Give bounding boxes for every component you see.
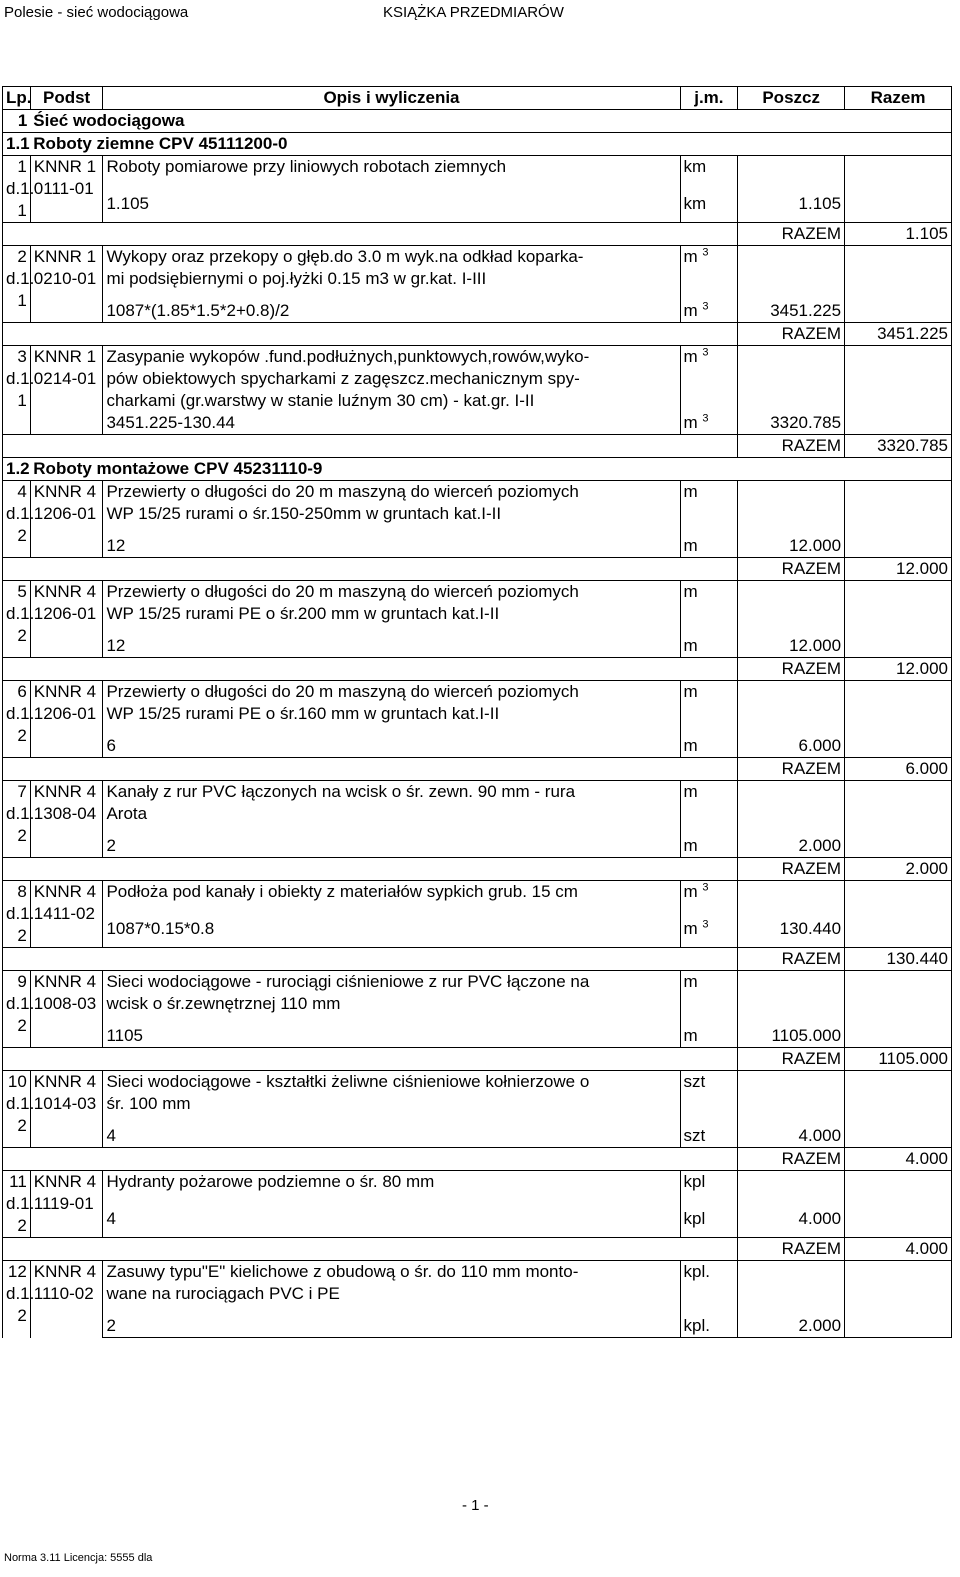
razem-row [3,1238,952,1261]
item-lp-line: d.1. [6,604,35,623]
item-unit: m $^3$ [680,346,738,413]
razem-value: 3320.785 [845,435,952,458]
item-poszcz-empty [738,1171,845,1198]
item-lp [3,781,35,858]
calc-poszcz: 3320.785 [738,412,845,435]
item-lp-line: 6 [17,682,27,701]
item-basis-line: 1110-02 [33,1284,94,1303]
calc-razem-empty [845,1198,952,1238]
license-footer: Norma 3.11 Licencja: 5555 dla [4,1552,153,1564]
item-basis [30,781,103,858]
razem-value: 130.440 [845,948,952,971]
item-basis-line: KNNR 4 [33,682,97,701]
calc-razem-empty [845,1115,952,1148]
item-description-line: Wykopy oraz przekopy o głęb.do 3.0 m wyk.na odkład koparka- [106,247,584,266]
calc-unit: szt [680,1115,738,1148]
calc-unit: m [680,625,738,658]
item-lp-line: d.1. [6,704,35,723]
item-description [103,1071,680,1116]
item-lp-line: 8 [17,882,27,901]
item-description-line: Przewierty o długości do 20 m maszyną do wierceń poziomych [106,582,579,601]
calc-expression: 1105 [103,1015,680,1048]
item-lp-line: d.1. [6,904,35,923]
item-lp-line: 5 [17,582,27,601]
razem-spacer [3,323,738,346]
item-razem-empty [845,156,952,183]
item-razem-empty [845,1171,952,1198]
razem-label: RAZEM [738,223,845,246]
item-description-line: WP 15/25 rurami PE o śr.200 mm w gruntach kat.I-II [106,604,500,623]
item-description-line: WP 15/25 rurami PE o śr.160 mm w gruntach kat.I-II [106,704,500,723]
calc-razem-empty [845,825,952,858]
calc-unit: km [680,183,738,223]
calc-expression: 2 [103,825,680,858]
calc-row [3,525,952,558]
bill-of-quantities-table [2,86,952,1338]
item-basis-line: KNNR 4 [33,782,97,801]
calc-expression: 1087*(1.85*1.5*2+0.8)/2 [103,290,680,323]
item-basis-line: KNNR 4 [33,1262,97,1281]
item-poszcz-empty [738,1071,845,1116]
section-row [3,458,952,481]
calc-razem-empty [845,1015,952,1048]
calc-row [3,908,952,948]
razem-row [3,658,952,681]
item-basis-line: 1206-01 [33,704,97,723]
razem-label: RAZEM [738,1048,845,1071]
razem-value: 2.000 [845,858,952,881]
item-lp [3,246,35,323]
item-description-line: Przewierty o długości do 20 m maszyną do wierceń poziomych [106,482,579,501]
item-description-line: wcisk o śr.zewnętrznej 110 mm [106,994,341,1013]
item-description [103,481,680,526]
item-razem-empty [845,581,952,626]
item-basis-line: 1014-03 [33,1094,97,1113]
razem-spacer [3,858,738,881]
calc-row [3,1198,952,1238]
item-basis-line: KNNR 4 [33,482,97,501]
item-lp-line: 2 [17,1116,27,1135]
item-lp-line: 2 [17,526,27,545]
item-poszcz-empty [738,581,845,626]
item-basis [30,1071,103,1148]
item-lp-line: d.1. [6,269,35,288]
item-basis [30,481,103,558]
item-unit: m [680,681,738,726]
razem-label: RAZEM [738,323,845,346]
item-lp [3,1261,35,1338]
calc-expression: 1.105 [103,183,680,223]
razem-label: RAZEM [738,948,845,971]
calc-row [3,1115,952,1148]
item-lp-line: 11 [9,1172,27,1191]
page-number: - 1 - [462,1497,489,1514]
item-unit: szt [680,1071,738,1116]
calc-poszcz: 12.000 [738,625,845,658]
item-lp-line: 1 [17,157,27,176]
item-poszcz-empty [738,481,845,526]
calc-expression: 2 [103,1305,680,1338]
section-number: 1.1 [3,133,31,156]
razem-spacer [3,1148,738,1171]
item-lp [3,681,35,758]
item-lp-line: 2 [17,247,27,266]
razem-row [3,323,952,346]
item-row [3,346,952,413]
section-number: 1 [3,110,31,133]
item-row [3,581,952,626]
item-row [3,881,952,908]
calc-poszcz: 3451.225 [738,290,845,323]
item-lp-line: 7 [17,782,27,801]
item-description [103,1261,680,1306]
item-unit: kpl [680,1171,738,1198]
item-razem-empty [845,346,952,413]
calc-poszcz: 2.000 [738,825,845,858]
razem-spacer [3,1048,738,1071]
calc-razem-empty [845,725,952,758]
section-title: Roboty montażowe CPV 45231110-9 [30,458,951,481]
calc-row [3,825,952,858]
razem-value: 1105.000 [845,1048,952,1071]
item-poszcz-empty [738,781,845,826]
col-header-podst: Podst [30,87,103,110]
calc-poszcz: 12.000 [738,525,845,558]
razem-row [3,1048,952,1071]
item-lp [3,346,35,435]
item-description-line: mi podsiębiernymi o poj.łyżki 0.15 m3 w gr.kat. I-III [106,269,487,288]
item-lp-line: 2 [17,626,27,645]
razem-spacer [3,558,738,581]
item-lp [3,881,35,948]
item-basis-line: KNNR 4 [33,1172,97,1191]
section-title: Śieć wodociągowa [30,110,951,133]
item-poszcz-empty [738,246,845,291]
calc-row [3,625,952,658]
item-description-line: Przewierty o długości do 20 m maszyną do wierceń poziomych [106,682,579,701]
razem-label: RAZEM [738,435,845,458]
item-basis [30,881,103,948]
razem-label: RAZEM [738,558,845,581]
calc-row [3,725,952,758]
calc-poszcz: 130.440 [738,908,845,948]
item-lp-line: 4 [17,482,27,501]
item-description-line: Hydranty pożarowe podziemne o śr. 80 mm [106,1172,435,1191]
item-basis [30,1171,103,1238]
item-razem-empty [845,781,952,826]
razem-row [3,948,952,971]
item-basis-line: KNNR 4 [33,972,97,991]
razem-spacer [3,1238,738,1261]
item-row [3,246,952,291]
calc-expression: 6 [103,725,680,758]
razem-spacer [3,948,738,971]
calc-unit: m $^3$ [680,290,738,323]
item-lp-line: 3 [17,347,27,366]
item-lp-line: 10 [7,1072,27,1091]
item-lp-line: 1 [17,391,27,410]
item-basis [30,156,103,223]
item-lp [3,581,35,658]
calc-expression: 1087*0.15*0.8 [103,908,680,948]
razem-spacer [3,758,738,781]
item-description [103,881,680,908]
item-lp-line: d.1. [6,1284,35,1303]
item-basis [30,246,103,323]
razem-row [3,435,952,458]
item-poszcz-empty [738,881,845,908]
col-header-lp: Lp. [3,87,31,110]
item-basis-line: KNNR 1 [33,157,97,176]
item-lp [3,156,35,223]
item-unit: km [680,156,738,183]
item-description [103,156,680,183]
calc-razem-empty [845,625,952,658]
item-description-line: WP 15/25 rurami o śr.150-250mm w gruntach kat.I-II [106,504,502,523]
item-description-line: Zasypanie wykopów .fund.podłużnych,punktowych,rowów,wyko- [106,347,590,366]
item-basis-line: 1308-04 [33,804,97,823]
item-lp-line: 2 [17,1016,27,1035]
item-basis-line: KNNR 1 [33,347,97,366]
item-lp-line: 12 [7,1262,27,1281]
calc-row [3,290,952,323]
page-header [0,0,960,26]
item-description [103,346,680,413]
calc-unit: m [680,725,738,758]
item-unit: m $^3$ [680,246,738,291]
item-description [103,971,680,1016]
item-row [3,781,952,826]
item-row [3,1261,952,1306]
item-basis-line: KNNR 1 [33,247,97,266]
item-basis-line: KNNR 4 [33,582,97,601]
calc-unit: m [680,825,738,858]
item-unit: m [680,971,738,1016]
calc-razem-empty [845,412,952,435]
section-row [3,133,952,156]
calc-row [3,183,952,223]
item-basis-line: KNNR 4 [33,1072,97,1091]
razem-row [3,558,952,581]
razem-label: RAZEM [738,658,845,681]
calc-expression: 12 [103,625,680,658]
item-description-line: Roboty pomiarowe przy liniowych robotach ziemnych [106,157,507,176]
item-basis-line: 1206-01 [33,604,97,623]
calc-row [3,412,952,435]
item-lp [3,1071,35,1148]
item-lp-line: 2 [17,1216,27,1235]
item-razem-empty [845,971,952,1016]
razem-value: 1.105 [845,223,952,246]
razem-row [3,758,952,781]
item-description-line: śr. 100 mm [106,1094,191,1113]
razem-spacer [3,223,738,246]
item-description-line: Podłoża pod kanały i obiekty z materiałów sypkich grub. 15 cm [106,882,578,901]
calc-unit: m [680,525,738,558]
item-lp [3,481,35,558]
calc-poszcz: 6.000 [738,725,845,758]
item-basis [30,1261,103,1338]
item-row [3,1171,952,1198]
item-basis-line: 0214-01 [33,369,97,388]
calc-expression: 3451.225-130.44 [103,412,680,435]
section-title: Roboty ziemne CPV 45111200-0 [30,133,951,156]
item-unit: m $^3$ [680,881,738,908]
razem-row [3,1148,952,1171]
calc-poszcz: 4.000 [738,1198,845,1238]
item-description-line: wane na rurociągach PVC i PE [106,1284,340,1303]
item-lp-line: 9 [17,972,27,991]
col-header-opis: Opis i wyliczenia [103,87,680,110]
item-razem-empty [845,481,952,526]
item-row [3,1071,952,1116]
razem-label: RAZEM [738,1238,845,1261]
item-lp-line: 1 [17,201,27,220]
item-description [103,581,680,626]
razem-value: 12.000 [845,558,952,581]
document-title: KSIĄŻKA PRZEDMIARÓW [383,4,564,21]
calc-expression: 4 [103,1198,680,1238]
calc-razem-empty [845,908,952,948]
calc-row [3,1015,952,1048]
item-basis [30,681,103,758]
calc-unit: kpl [680,1198,738,1238]
item-basis-line: 1206-01 [33,504,97,523]
section-number: 1.2 [3,458,31,481]
calc-razem-empty [845,183,952,223]
item-basis-line: 1119-01 [33,1194,94,1213]
item-description-line: Sieci wodociągowe - rurociągi ciśnieniowe z rur PVC łączone na [106,972,590,991]
razem-row [3,858,952,881]
item-lp-line: 2 [17,826,27,845]
item-unit: m [680,781,738,826]
item-poszcz-empty [738,971,845,1016]
razem-value: 6.000 [845,758,952,781]
item-poszcz-empty [738,156,845,183]
calc-poszcz: 4.000 [738,1115,845,1148]
item-unit: m [680,481,738,526]
item-poszcz-empty [738,1261,845,1306]
project-title: Polesie - sieć wodociągowa [4,4,189,21]
item-unit: kpl. [680,1261,738,1306]
calc-expression: 4 [103,1115,680,1148]
calc-unit: m $^3$ [680,908,738,948]
item-razem-empty [845,1071,952,1116]
razem-label: RAZEM [738,1148,845,1171]
razem-value: 4.000 [845,1148,952,1171]
razem-value: 4.000 [845,1238,952,1261]
item-description [103,681,680,726]
calc-poszcz: 1.105 [738,183,845,223]
item-lp-line: d.1. [6,504,35,523]
razem-label: RAZEM [738,858,845,881]
item-razem-empty [845,881,952,908]
razem-value: 12.000 [845,658,952,681]
item-lp-line: d.1. [6,804,35,823]
item-description-line: Zasuwy typu"E" kielichowe z obudową o śr. do 110 mm monto- [106,1262,579,1281]
section-row [3,110,952,133]
item-basis-line: 1008-03 [33,994,97,1013]
item-row [3,681,952,726]
calc-unit: m $^3$ [680,412,738,435]
item-description [103,1171,680,1198]
item-razem-empty [845,246,952,291]
item-description-line: charkami (gr.warstwy w stanie luźnym 30 cm) - kat.gr. I-II [106,391,535,410]
item-description-line: Kanały z rur PVC łączonych na wcisk o śr. zewn. 90 mm - rura [106,782,576,801]
item-row [3,481,952,526]
item-row [3,156,952,183]
item-basis [30,971,103,1048]
calc-unit: m [680,1015,738,1048]
col-header-jm: j.m. [680,87,738,110]
item-poszcz-empty [738,681,845,726]
item-basis-line: 0210-01 [33,269,97,288]
item-basis [30,346,103,435]
item-lp [3,1171,35,1238]
col-header-razem: Razem [845,87,952,110]
item-description [103,781,680,826]
razem-label: RAZEM [738,758,845,781]
item-lp [3,971,35,1048]
calc-expression: 12 [103,525,680,558]
item-lp-line: 2 [17,926,27,945]
item-basis-line: 0111-01 [33,179,94,198]
item-lp-line: d.1. [6,1094,35,1113]
calc-razem-empty [845,1305,952,1338]
item-description [103,246,680,291]
item-lp-line: d.1. [6,369,35,388]
calc-razem-empty [845,525,952,558]
item-row [3,971,952,1016]
razem-value: 3451.225 [845,323,952,346]
table-header-row [3,87,952,110]
calc-poszcz: 2.000 [738,1305,845,1338]
item-basis [30,581,103,658]
item-lp-line: 2 [17,1306,27,1325]
item-description-line: Sieci wodociągowe - kształtki żeliwne ciśnieniowe kołnierzowe o [106,1072,590,1091]
item-unit: m [680,581,738,626]
razem-spacer [3,658,738,681]
item-description-line: pów obiektowych spycharkami z zagęszcz.mechanicznym spy- [106,369,580,388]
item-razem-empty [845,681,952,726]
razem-spacer [3,435,738,458]
item-lp-line: 2 [17,726,27,745]
calc-razem-empty [845,290,952,323]
razem-row [3,223,952,246]
item-lp-line: 1 [17,291,27,310]
item-description-line: Arota [106,804,148,823]
item-razem-empty [845,1261,952,1306]
col-header-poszcz: Poszcz [738,87,845,110]
item-lp-line: d.1. [6,994,35,1013]
item-lp-line: d.1. [6,1194,35,1213]
item-basis-line: 1411-02 [33,904,95,923]
item-poszcz-empty [738,346,845,413]
calc-row [3,1305,952,1338]
calc-poszcz: 1105.000 [738,1015,845,1048]
item-basis-line: KNNR 4 [33,882,97,901]
calc-unit: kpl. [680,1305,738,1338]
item-lp-line: d.1. [6,179,35,198]
